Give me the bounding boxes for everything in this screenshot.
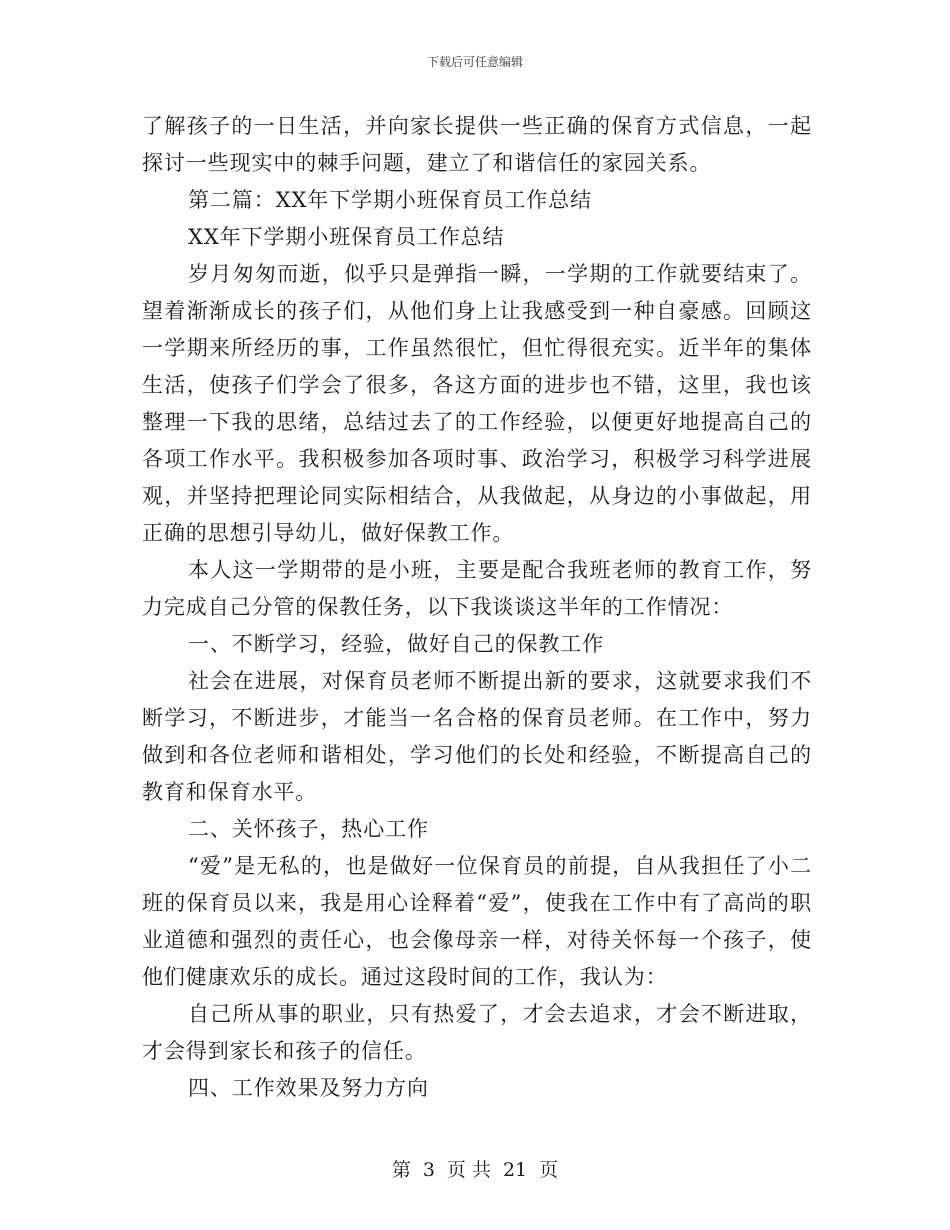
footer-suffix: 页 <box>539 1159 559 1181</box>
paragraph-section-one: 社会在进展，对保育员老师不断提出新的要求，这就要求我们不断学习，不断进步，才能当一名合格的保育员老师。在工作中，努力做到和各位老师和谐相处，学习他们的长处和经验，不断提高自己的教育和保育水平。 <box>142 669 812 804</box>
total-pages-number: 21 <box>502 1159 528 1181</box>
footer-middle: 页 共 <box>446 1159 491 1181</box>
current-page-number: 3 <box>422 1159 435 1181</box>
paragraph-section-two: “爱”是无私的，也是做好一位保育员的前提，自从我担任了小二班的保育员以来，我是用心诠释着“爱”，使我在工作中有了高尚的职业道德和强烈的责任心，也会像母亲一样，对待关怀每一个孩子，使他们健康欢乐的成长。通过这段时间的工作，我认为： <box>142 854 812 989</box>
page-header: 下载后可任意编辑 <box>426 55 523 69</box>
section-title-part-two: 第二篇：XX年下学期小班保育员工作总结 <box>188 188 592 212</box>
paragraph-continuation: 了解孩子的一日生活，并向家长提供一些正确的保育方式信息，一起探讨一些现实中的棘手问题，建立了和谐信任的家园关系。 <box>142 114 812 175</box>
document-body <box>142 108 812 1107</box>
paragraph-conclusion: 自己所从事的职业，只有热爱了，才会去追求，才会不断进取，才会得到家长和孩子的信任。 <box>142 1002 812 1063</box>
paragraph-overview: 本人这一学期带的是小班，主要是配合我班老师的教育工作，努力完成自己分管的保教任务，以下我谈谈这半年的工作情况： <box>142 558 812 619</box>
heading-section-four: 四、工作效果及努力方向 <box>188 1076 429 1100</box>
document-title: XX年下学期小班保育员工作总结 <box>188 225 505 249</box>
paragraph-intro: 岁月匆匆而逝，似乎只是弹指一瞬，一学期的工作就要结束了。望着渐渐成长的孩子们，从他们身上让我感受到一种自豪感。回顾这一学期来所经历的事，工作虽然很忙，但忙得很充实。近半年的集体生活，使孩子们学会了很多，各这方面的进步也不错，这里，我也该整理一下我的思绪，总结过去了的工作经验，以便更好地提高自己的各项工作水平。我积极参加各项时事、政治学习，积极学习科学进展观，并坚持把理论同实际相结合，从我做起，从身边的小事做起，用正确的思想引导幼儿，做好保教工作。 <box>142 262 812 545</box>
heading-section-two: 二、关怀孩子，热心工作 <box>188 817 429 841</box>
footer-prefix: 第 <box>391 1159 411 1181</box>
heading-section-one: 一、不断学习，经验，做好自己的保教工作 <box>188 632 605 656</box>
page-footer <box>0 1155 950 1182</box>
